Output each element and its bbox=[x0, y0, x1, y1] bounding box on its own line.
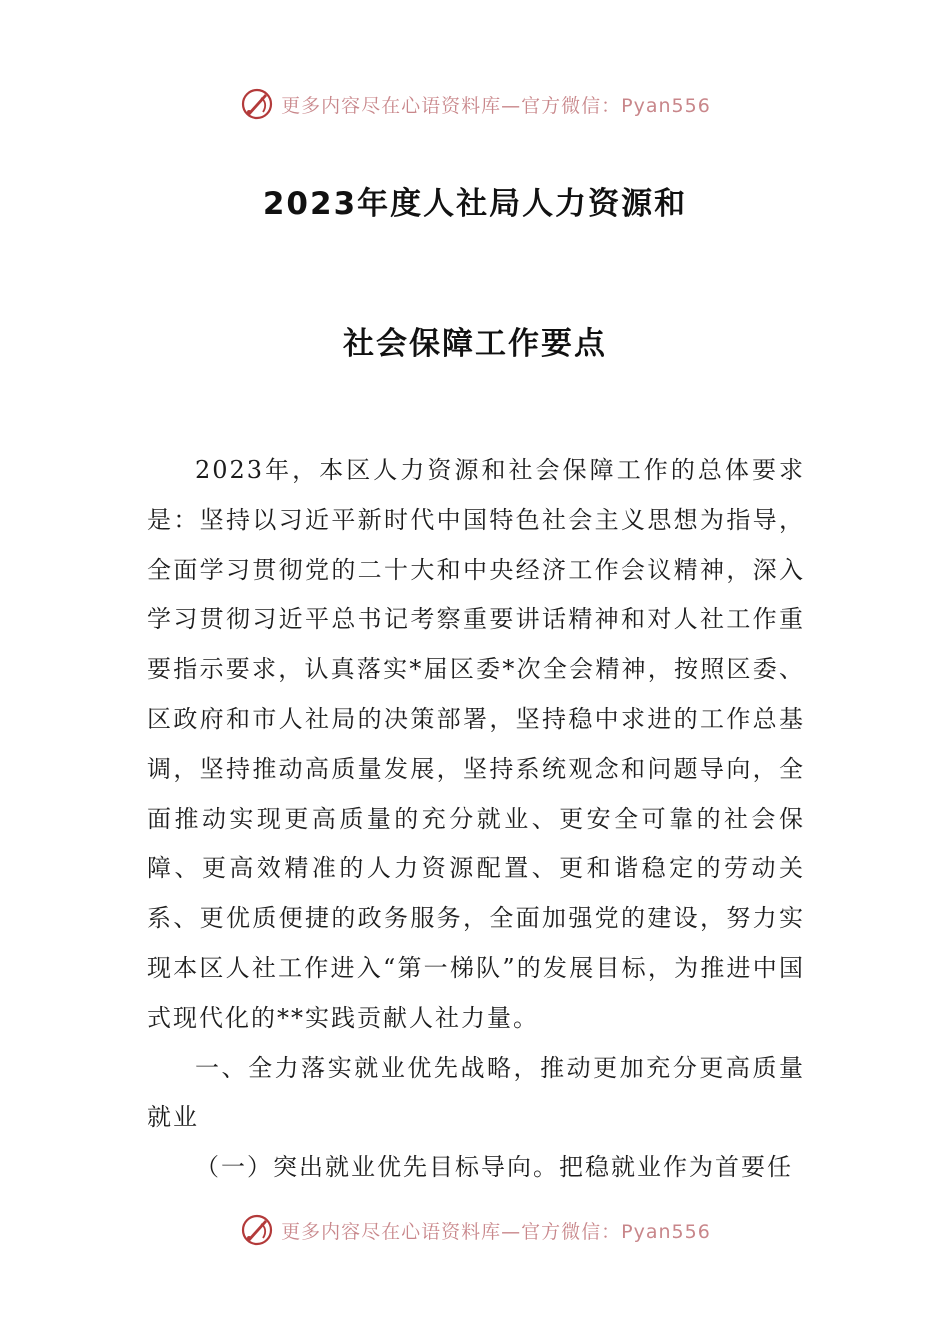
quill-logo-icon bbox=[239, 1212, 275, 1248]
quill-logo-icon bbox=[239, 86, 275, 122]
watermark-text: 更多内容尽在心语资料库—官方微信：Pyan556 bbox=[281, 94, 711, 117]
watermark-text: 更多内容尽在心语资料库—官方微信：Pyan556 bbox=[281, 1220, 711, 1243]
intro-paragraph: 2023年，本区人力资源和社会保障工作的总体要求是：坚持以习近平新时代中国特色社会主义思想为指导，全面学习贯彻党的二十大和中央经济工作会议精神，深入学习贯彻习近平总书记考察重要讲话精神和对人社工作重要指示要求，认真落实*届区委*次全会精神，按照区委、区政府和市人社局的决策部署，坚持稳中求进的工作总基调，坚持推动高质量发展，坚持系统观念和问题导向，全面推动实现更高质量的充分就业、更安全可靠的社会保障、更高效精准的人力资源配置、更和谐稳定的劳动关系、更优质便捷的政务服务，全面加强党的建设，努力实现本区人社工作进入“第一梯队”的发展目标，为推进中国式现代化的**实践贡献人社力量。 bbox=[147, 456, 805, 1032]
page-title-line1: 2023年度人社局人力资源和 bbox=[262, 186, 688, 222]
page-title-line2: 社会保障工作要点 bbox=[343, 326, 607, 362]
watermark-banner-bottom bbox=[0, 1210, 950, 1250]
section1-item1: （一）突出就业优先目标导向。把稳就业作为首要任 bbox=[195, 1153, 793, 1182]
section1-heading: 一、全力落实就业优先战略，推动更加充分更高质量就业 bbox=[147, 1053, 805, 1132]
document-body bbox=[147, 446, 805, 1193]
watermark-banner-top bbox=[0, 84, 950, 124]
